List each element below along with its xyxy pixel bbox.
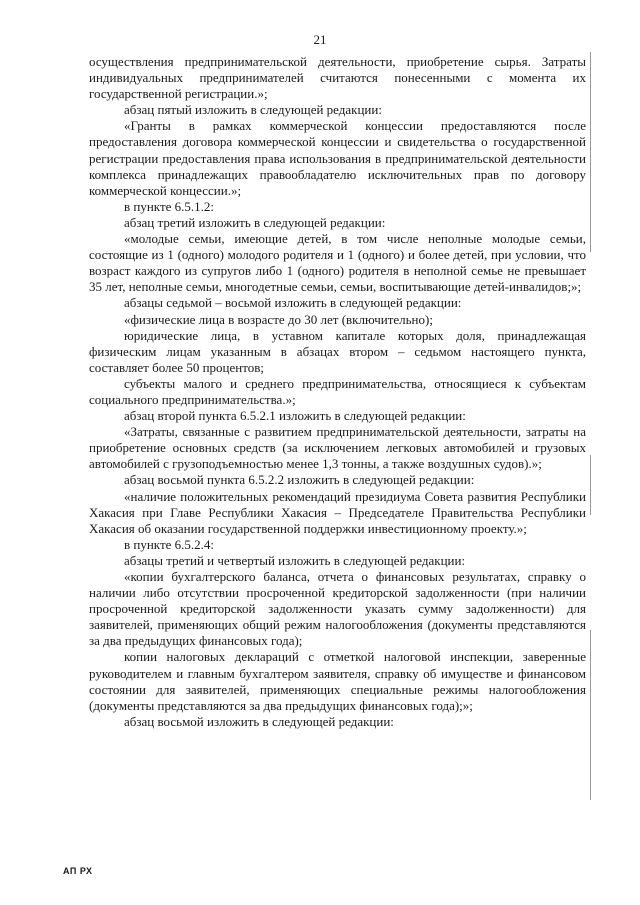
paragraph: абзацы седьмой – восьмой изложить в следующей редакции: [124,295,462,311]
paragraph: абзац пятый изложить в следующей редакции: [124,102,382,118]
footer-stamp: АП РХ [63,866,93,876]
paragraph: «молодые семьи, имеющие детей, в том числе неполные молодые семьи, состоящие из 1 (одного) молодого родителя и 1 (одного) и более детей, при условии, что возраст каждого из супругов либо 1 (одного) родителя в неполной семье не превышает 35 лет, неполные семьи, многодетные семьи, семьи, воспитывающие детей-инвалидов;»; [89,231,586,295]
paragraph: осуществления предпринимательской деятельности, приобретение сырья. Затраты индивидуальных предпринимателей считаются понесенными с момента их государственной регистрации.»; [89,54,586,102]
paragraph: «Затраты, связанные с развитием предпринимательской деятельности, затраты на приобретение основных средств (за исключением легковых автомобилей и грузовых автомобилей с грузоподъемностью менее 1,3 тонны, а также воздушных судов).»; [89,424,586,472]
paragraph: копии налоговых деклараций с отметкой налоговой инспекции, заверенные руководителем и главным бухгалтером заявителя, справку об имуществе и финансовом состоянии для заявителей, применяющих специальные режимы налогообложения (документы представляются за два предыдущих финансовых года);»; [89,649,586,713]
document-body [89,54,586,730]
paragraph: абзацы третий и четвертый изложить в следующей редакции: [124,552,466,568]
paragraph: в пункте 6.5.2.4: [124,536,215,552]
paragraph: абзац второй пункта 6.5.2.1 изложить в следующей редакции: [124,408,466,424]
paragraph: в пункте 6.5.1.2: [124,198,215,214]
paragraph: абзац восьмой изложить в следующей редакции: [124,713,394,729]
paragraph: «Гранты в рамках коммерческой концессии предоставляются после предоставления договора коммерческой концессии и свидетельства о государственной регистрации предоставления права использования в предпринимательской деятельности комплекса принадлежащих правообладателю исключительных прав по договору коммерческой концессии.»; [89,118,586,198]
paragraph: юридические лица, в уставном капитале которых доля, принадлежащая физическим лицам указанным в абзацах втором – седьмом настоящего пункта, составляет более 50 процентов; [89,327,586,375]
page-number: 21 [313,32,327,47]
paragraph: «физические лица в возрасте до 30 лет (включительно); [124,311,433,327]
paragraph: субъекты малого и среднего предпринимательства, относящиеся к субъектам социального предпринимательства.»; [89,375,586,407]
scan-margin-line [590,455,591,515]
scan-margin-line [590,630,591,800]
paragraph: «наличие положительных рекомендаций президиума Совета развития Республики Хакасия при Главе Республики Хакасия – Председателе Правительства Республики Хакасия об оказании государственной поддержки инвестиционному проекту.»; [89,488,586,536]
scan-margin-line [590,52,591,252]
paragraph: абзац восьмой пункта 6.5.2.2 изложить в следующей редакции: [124,472,475,488]
paragraph: абзац третий изложить в следующей редакции: [124,214,386,230]
paragraph: «копии бухгалтерского баланса, отчета о финансовых результатах, справку о наличии либо отсутствии просроченной кредиторской задолженности (при наличии просроченной кредиторской задолженности указать сумму задолженности) для заявителей, применяющих общий режим налогообложения (документы представляются за два предыдущих финансовых года); [89,569,586,649]
